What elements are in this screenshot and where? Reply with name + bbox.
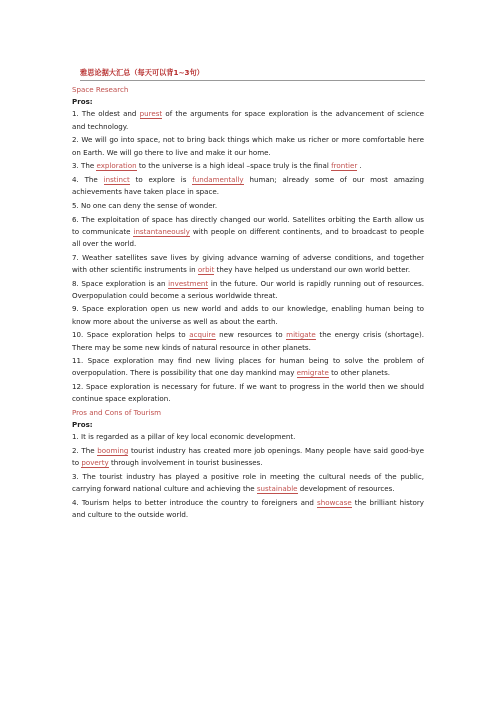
argument-text: 12. Space exploration is necessary for future. If we want to progress in the world then we should continue space exploration.	[72, 382, 424, 404]
argument-text: the energy crisis (shortage). There may be some new kinds of natural resource in other planets.	[72, 330, 424, 352]
argument-text: .	[357, 161, 362, 171]
argument-text: 4. Tourism helps to better introduce the country to foreigners and	[72, 498, 318, 507]
argument-item	[72, 431, 424, 443]
argument-item	[72, 329, 424, 353]
argument-item	[72, 303, 424, 327]
argument-item	[72, 160, 424, 172]
argument-item	[72, 278, 424, 302]
highlighted-vocabulary-link[interactable]: frontier	[331, 161, 358, 171]
highlighted-vocabulary-link[interactable]: booming	[97, 446, 129, 456]
argument-text: development of resources.	[297, 484, 395, 494]
argument-text: 3. The	[72, 161, 97, 171]
highlighted-vocabulary-link[interactable]: investment	[168, 278, 209, 288]
argument-text: 3. The tourist industry has played a positive role in meeting the cultural needs of the public, carrying forward national culture and achieving the	[72, 472, 424, 494]
argument-text: 8. Space exploration is an	[72, 278, 169, 288]
highlighted-vocabulary-link[interactable]: instantaneously	[133, 226, 190, 236]
highlighted-vocabulary-link[interactable]: poverty	[81, 458, 109, 468]
argument-text: to other planets.	[328, 368, 391, 378]
argument-text: in the future. Our world is rapidly running out of resources. Overpopulation could become a serious worldwide threat.	[72, 278, 424, 300]
argument-item	[72, 108, 424, 132]
highlighted-vocabulary-link[interactable]: purest	[139, 109, 163, 119]
document-body	[72, 84, 424, 523]
argument-text: 1. It is regarded as a pillar of key local economic development.	[72, 432, 296, 442]
argument-item	[72, 200, 424, 212]
highlighted-vocabulary-link[interactable]: fundamentally	[192, 174, 244, 184]
argument-text: of the arguments for space exploration is the advancement of science and technology.	[72, 109, 424, 131]
highlighted-vocabulary-link[interactable]: instinct	[103, 174, 130, 184]
argument-text: 2. The	[72, 446, 98, 456]
argument-item	[72, 134, 424, 158]
argument-item	[72, 174, 424, 198]
argument-item	[72, 381, 424, 405]
argument-item	[72, 252, 424, 276]
argument-text: 6. The exploitation of space has directly changed our world. Satellites orbiting the Earth allow us to communicate	[72, 214, 424, 236]
argument-text: 1. The oldest and	[72, 109, 140, 119]
argument-item	[72, 471, 424, 495]
argument-item	[72, 214, 424, 251]
document-title: 雅思论据大汇总（每天可以背1~3句）	[80, 68, 425, 81]
argument-text: 9. Space exploration open us new world and adds to our knowledge, enabling human being to know more about the universe as well as about the earth.	[72, 304, 424, 326]
highlighted-vocabulary-link[interactable]: showcase	[317, 498, 352, 507]
highlighted-vocabulary-link[interactable]: sustainable	[256, 484, 298, 494]
highlighted-vocabulary-link[interactable]: orbit	[197, 264, 215, 274]
highlighted-vocabulary-link[interactable]: emigrate	[296, 368, 329, 378]
argument-text: the brilliant history and culture to the outside world.	[72, 498, 424, 520]
argument-text: 7. Weather satellites save lives by giving advance warning of adverse conditions, and together with other scientific instruments in	[72, 252, 424, 274]
argument-text: 5. No one can deny the sense of wonder.	[72, 200, 218, 210]
argument-text: they have helped us understand our own world better.	[214, 264, 411, 274]
section-heading: Space Research	[72, 85, 129, 94]
highlighted-vocabulary-link[interactable]: acquire	[189, 330, 216, 340]
argument-text: with people on different continents, and to broadcast to people all over the world.	[72, 226, 424, 248]
argument-text: tourist industry has created more job openings. Many people have said good-bye to	[72, 446, 424, 468]
argument-text: 4. The	[72, 174, 104, 184]
argument-item	[72, 355, 424, 379]
argument-item	[72, 445, 424, 469]
argument-text: new resources to	[215, 330, 287, 340]
argument-text: human; already some of our most amazing achievements have taken place in space.	[72, 174, 424, 197]
argument-text: to the universe is a high ideal –space truly is the final	[136, 161, 332, 171]
highlighted-vocabulary-link[interactable]: exploration	[96, 161, 137, 171]
argument-text: 11. Space exploration may find new living places for human being to solve the problem of overpopulation. There is possibility that one day mankind may	[72, 356, 424, 378]
highlighted-vocabulary-link[interactable]: mitigate	[286, 330, 316, 340]
section-heading: Pros and Cons of Tourism	[72, 408, 162, 418]
argument-text: 10. Space exploration helps to	[72, 330, 190, 340]
pros-label: Pros:	[72, 420, 93, 430]
argument-text: 2. We will go into space, not to bring back things which make us richer or more comfortable here on Earth. We will go there to live and make it our home.	[72, 135, 424, 157]
argument-item	[72, 497, 424, 521]
pros-label: Pros:	[72, 97, 93, 107]
argument-text: through involvement in tourist businesses.	[108, 458, 263, 468]
argument-text: to explore is	[129, 174, 193, 184]
